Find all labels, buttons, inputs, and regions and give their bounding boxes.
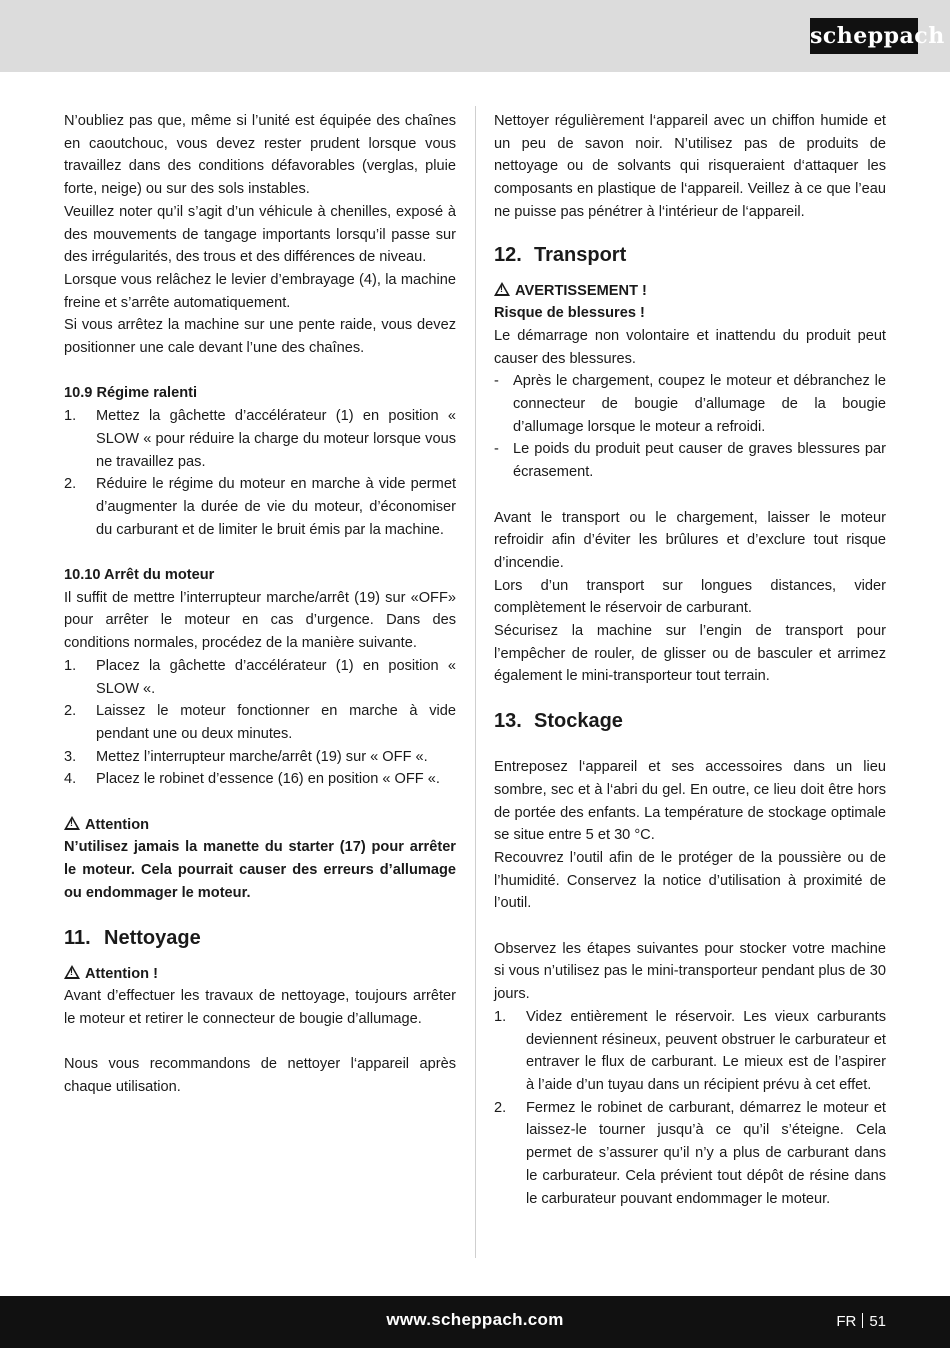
right-column (494, 110, 886, 1210)
storage-paragraph-2: Recouvrez l’outil afin de le protéger de la poussière ou de l’humidité. Conservez la notice d’utilisation à proximité de l’outil. (494, 849, 886, 912)
warning-triangle-icon (64, 965, 80, 979)
section-10-10-heading: 10.10 Arrêt du moteur (64, 567, 215, 584)
list-item: - Le poids du produit peut causer de graves blessures par écrasement. (494, 441, 886, 481)
warning-triangle-icon (64, 816, 80, 830)
cleaning-paragraph-2: Nous vous recommandons de nettoyer l‘appareil après chaque utilisation. (64, 1056, 456, 1096)
language-code: FR (836, 1313, 857, 1330)
list-item: - Après le chargement, coupez le moteur et débranchez le connecteur de bougie d’allumage de la bougie d’allumage lorsque le moteur a refroidi. (494, 373, 886, 435)
attention-title: !Attention (64, 814, 456, 837)
transport-warning-list (494, 370, 886, 484)
page-footer (0, 1296, 950, 1348)
list-item: 4. Placez le robinet d’essence (16) en position « OFF «. (64, 771, 440, 788)
storage-paragraph-1: Entreposez l‘appareil et ses accessoires dans un lieu sombre, sec et à l‘abri du gel. En outre, ce lieu doit être hors de portée des enfants. La température de stockage optimale se situe entre 5 et 30 °C. (494, 759, 886, 844)
engine-stop-steps (64, 655, 456, 791)
transport-paragraph-1: Avant le transport ou le chargement, laisser le moteur refroidir afin d’éviter les brûlures et d’exclure tout risque d’incendie. (494, 509, 886, 571)
intro-paragraph-4: Si vous arrêtez la machine sur une pente raide, vous devez positionner une cale devant l’une des chaînes. (64, 317, 456, 357)
section-12-heading: 12. Transport (494, 243, 627, 266)
intro-paragraph-1: N’oubliez pas que, même si l’unité est équipée des chaînes en caoutchouc, vous devez rester prudent lorsque vous travaillez dans des conditions défavorables (verglas, pluie forte, neige) ou sur des sols instables. (64, 113, 456, 198)
list-item: 1. Mettez la gâchette d’accélérateur (1) en position « SLOW « pour réduire la charge du moteur lorsque vous ne travaillez pas. (64, 408, 456, 470)
attention-text: N’utilisez jamais la manette du starter (17) pour arrêter le moteur. Cela pourrait causer des erreurs d’allumage ou endommager le moteur. (64, 839, 456, 901)
website-link[interactable]: www.scheppach.com (386, 1310, 564, 1329)
cleaning-continued: Nettoyer régulièrement l‘appareil avec un chiffon humide et un peu de savon noir. N’utilisez pas de produits de nettoyage ou de solvants qui risqueraient d‘attaquer les composants en plastique de l‘appareil. Veillez à ce que l’eau ne puisse pas pénétrer à l‘intérieur de l‘appareil. (494, 113, 886, 220)
list-item: 2. Fermez le robinet de carburant, démarrez le moteur et laissez-le tourner jusqu’à ce qu’il s’éteigne. Cela permet de s’assurer qu’il n’y a plus de carburant dans le carburateur. Cela prévient tout dépôt de résine dans le carburateur pouvant endommager le moteur. (494, 1099, 886, 1207)
intro-paragraph-3: Lorsque vous relâchez le levier d’embrayage (4), la machine freine et s’arrête automatiquement. (64, 271, 456, 311)
storage-intro: Observez les étapes suivantes pour stocker votre machine si vous n’utilisez pas le mini-transporteur pendant plus de 30 jours. (494, 940, 886, 1003)
storage-steps (494, 1006, 886, 1210)
idle-speed-steps (64, 405, 456, 541)
page-number-value: 51 (869, 1313, 886, 1330)
list-item: 1. Placez la gâchette d’accélérateur (1) en position « SLOW «. (64, 657, 456, 697)
transport-warning-title: !AVERTISSEMENT ! (494, 280, 886, 303)
list-item: 2. Laissez le moteur fonctionner en marche à vide pendant une ou deux minutes. (64, 703, 456, 742)
warning-triangle-icon (494, 282, 510, 296)
cleaning-warning-title: !Attention ! (64, 963, 456, 986)
section-10-9-heading: 10.9 Régime ralenti (64, 385, 198, 402)
brand-logo: scheppach (810, 18, 918, 54)
list-item: 3. Mettez l’interrupteur marche/arrêt (19) sur « OFF «. (64, 748, 428, 765)
transport-warning-text: Le démarrage non volontaire et inattendu du produit peut causer des blessures. (494, 327, 886, 367)
column-divider (475, 106, 476, 1258)
section-13-heading: 13. Stockage (494, 710, 623, 733)
list-item: 1. Videz entièrement le réservoir. Les vieux carburants deviennent résineux, peuvent obstruer le carburateur et entraver le flux de carburant. Le mieux est de l’aspirer à l’aide d’un tuyau dans un récipient prévu à cet effet. (494, 1008, 886, 1093)
intro-paragraph-2: Veuillez noter qu’il s’agit d’un véhicule à chenilles, exposé à des mouvements de tangage importants lorsqu’il passe sur des irrégularités, des trous et des différences de niveau. (64, 203, 456, 266)
page-header (0, 0, 950, 72)
left-column (64, 110, 456, 1099)
transport-warning-subtitle: Risque de blessures ! (494, 305, 645, 322)
cleaning-paragraph-1: Avant d’effectuer les travaux de nettoyage, toujours arrêter le moteur et retirer le connecteur de bougie d’allumage. (64, 988, 456, 1027)
engine-stop-intro: Il suffit de mettre l’interrupteur marche/arrêt (19) sur «OFF» pour arrêter le moteur en cas d’urgence. Dans des conditions normales, procédez de la manière suivante. (64, 589, 456, 652)
transport-paragraph-2: Lors d’un transport sur longues distances, vider complètement le réservoir de carburant. (494, 577, 886, 617)
transport-paragraph-3: Sécurisez la machine sur l’engin de transport pour l’empêcher de rouler, de glisser ou de basculer et arrimez également le mini-transporteur tout terrain. (494, 623, 886, 685)
page-number (836, 1311, 886, 1330)
list-item: 2. Réduire le régime du moteur en marche à vide permet d’augmenter la durée de vie du moteur, d’économiser du carburant et de limiter le bruit émis par la machine. (64, 476, 456, 538)
section-11-heading: 11. Nettoyage (64, 926, 201, 949)
